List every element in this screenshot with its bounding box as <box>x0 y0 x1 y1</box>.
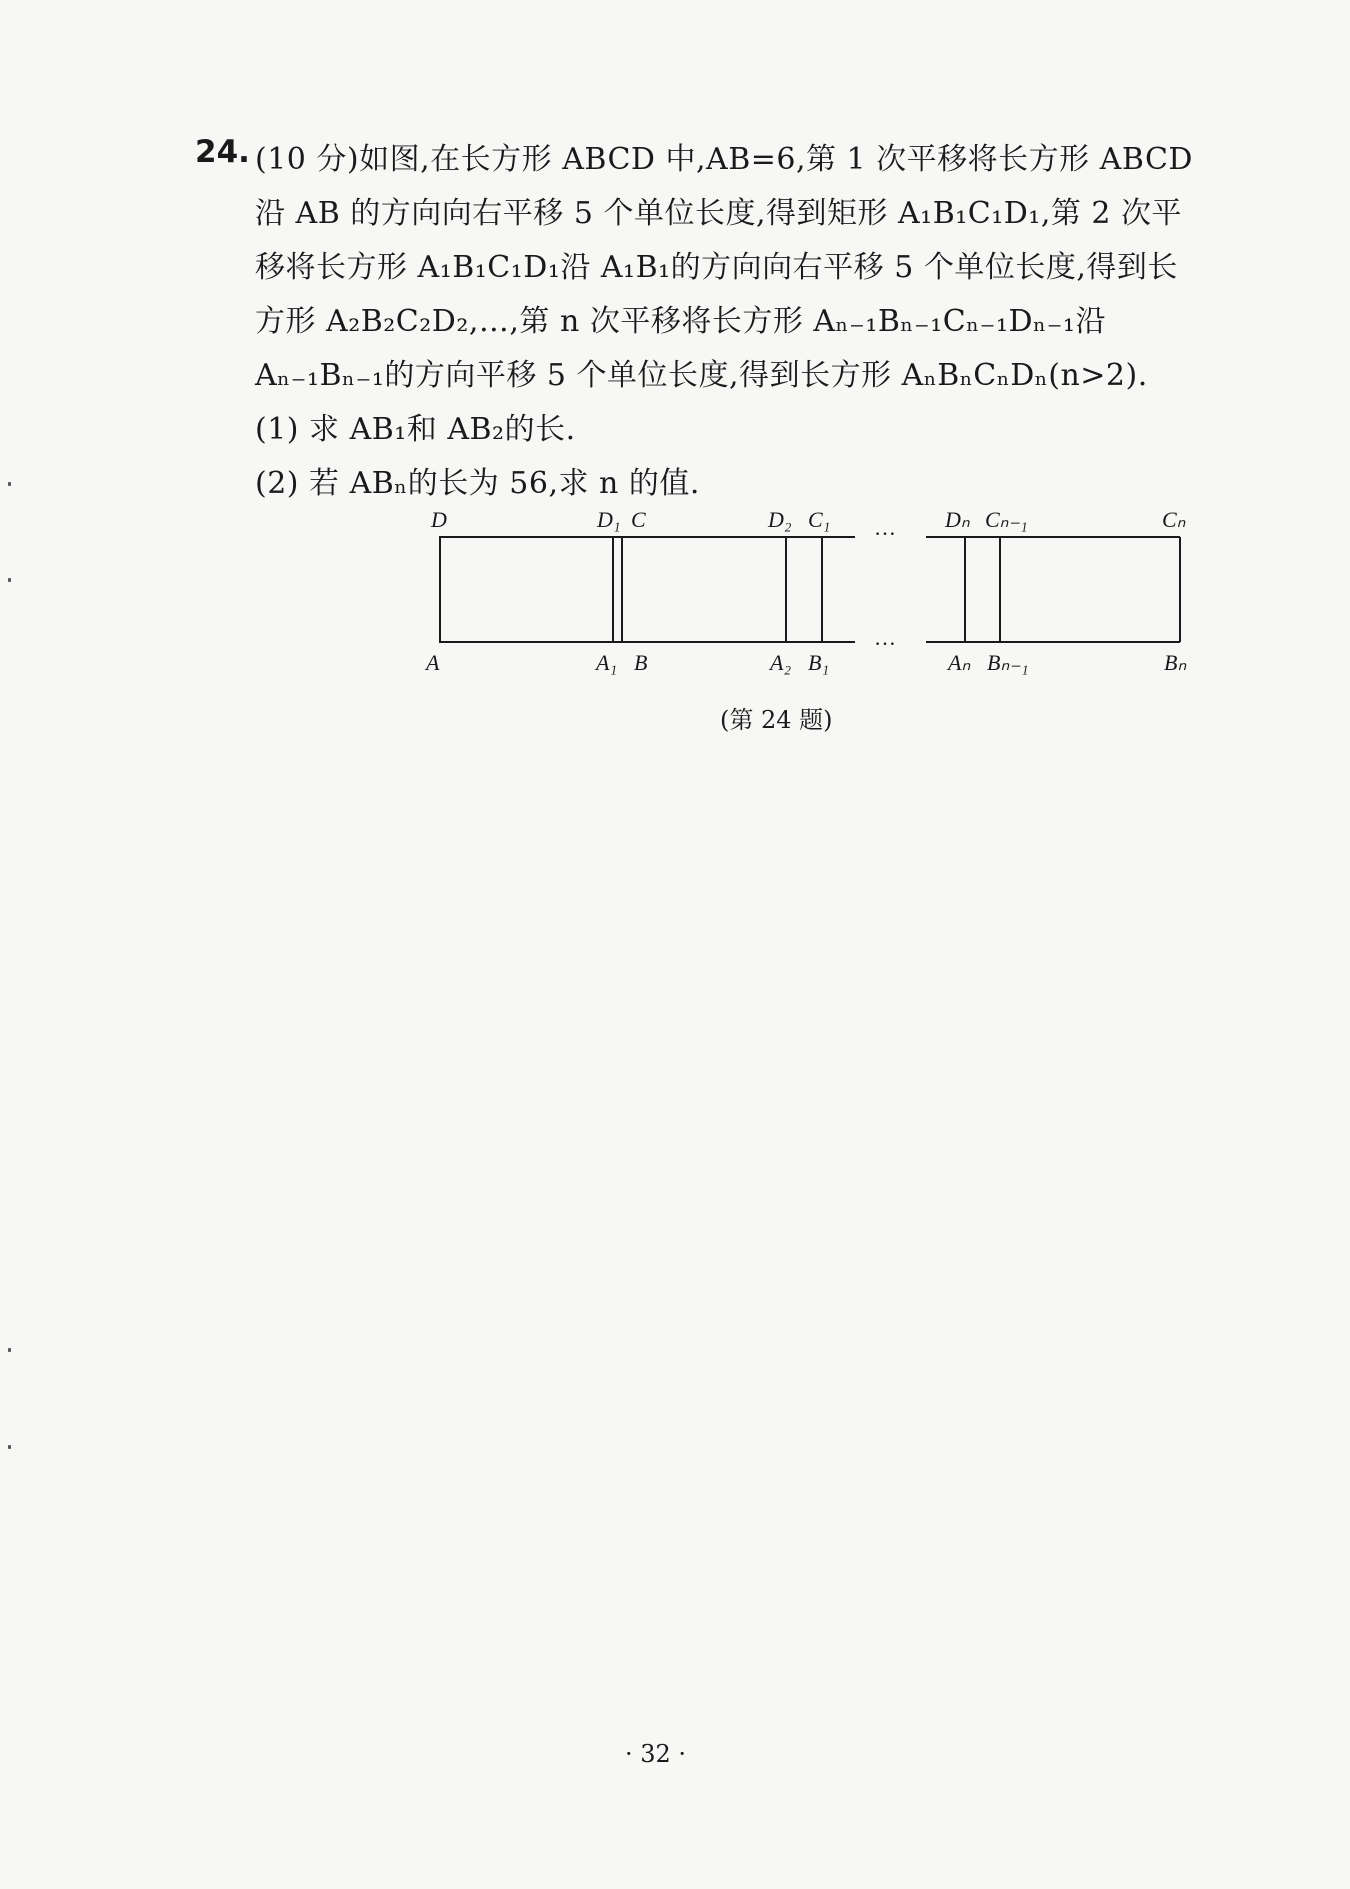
question-part-2: (2) 若 ABₙ的长为 56,求 n 的值. <box>255 466 700 501</box>
scan-speck <box>8 1348 11 1352</box>
question-line-2: 沿 AB 的方向向右平移 5 个单位长度,得到矩形 A₁B₁C₁D₁,第 2 次平 <box>255 196 1183 231</box>
question-number: 24. <box>195 134 250 170</box>
label-ellipsis-top: … <box>874 515 896 540</box>
label-B: B <box>634 650 648 675</box>
label-ellipsis-bottom: … <box>874 625 896 650</box>
scan-speck <box>8 482 11 486</box>
translation-figure <box>410 500 1210 700</box>
question-line-1: (10 分)如图,在长方形 ABCD 中,AB=6,第 1 次平移将长方形 ABCD <box>255 142 1193 177</box>
rect-ABCD <box>440 537 622 642</box>
label-Dn: Dₙ <box>945 507 970 532</box>
label-A1: A₁ <box>596 650 618 675</box>
label-D: D <box>431 507 447 532</box>
label-A: A <box>426 650 440 675</box>
label-Bn-1: Bₙ₋₁ <box>987 650 1029 675</box>
page-number: · 32 · <box>625 1740 687 1768</box>
question-line-5: Aₙ₋₁Bₙ₋₁的方向平移 5 个单位长度,得到长方形 AₙBₙCₙDₙ(n>2). <box>255 358 1148 393</box>
label-C1: C₁ <box>808 507 831 532</box>
figure-caption: (第 24 题) <box>720 706 833 734</box>
label-A2: A₂ <box>770 650 792 675</box>
question-part-1: (1) 求 AB₁和 AB₂的长. <box>255 412 576 447</box>
label-B1: B₁ <box>808 650 830 675</box>
label-Bn: Bₙ <box>1164 650 1187 675</box>
label-D1: D₁ <box>597 507 621 532</box>
label-An: Aₙ <box>948 650 971 675</box>
label-C: C <box>631 507 646 532</box>
question-line-4: 方形 A₂B₂C₂D₂,…,第 n 次平移将长方形 Aₙ₋₁Bₙ₋₁Cₙ₋₁Dₙ₋₁沿 <box>255 304 1106 339</box>
label-Cn: Cₙ <box>1162 507 1186 532</box>
label-Cn-1: Cₙ₋₁ <box>985 507 1028 532</box>
scan-speck <box>8 1445 11 1449</box>
scan-speck <box>8 578 11 582</box>
label-D2: D₂ <box>768 507 792 532</box>
question-line-3: 移将长方形 A₁B₁C₁D₁沿 A₁B₁的方向向右平移 5 个单位长度,得到长 <box>255 250 1178 285</box>
